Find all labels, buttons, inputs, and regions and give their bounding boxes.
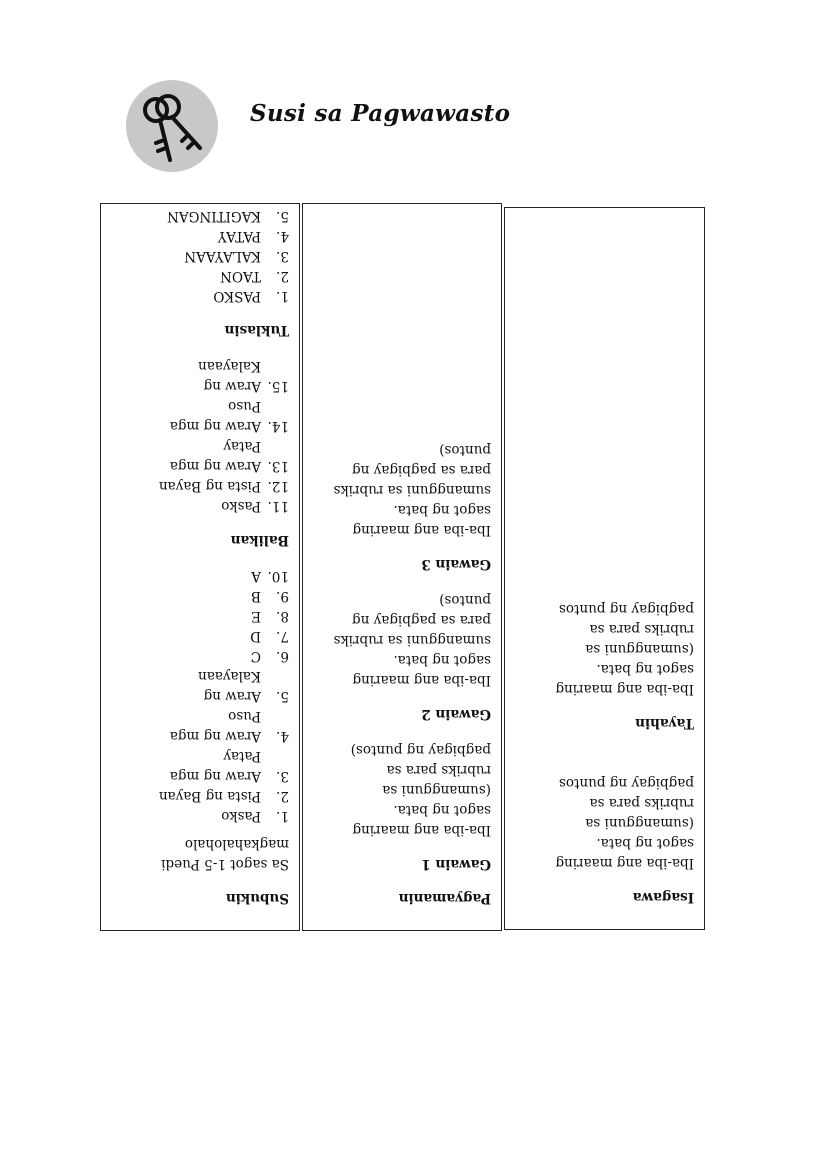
subukin-intro-line: Sa sagot 1-5 Puedi (161, 856, 289, 872)
list-item: 5.KAGITINGAN (167, 208, 289, 224)
answer-line: pagbigay ng puntos (558, 775, 694, 791)
answer-line: Iba-iba ang maaring (352, 522, 491, 538)
answer-line: puntos) (439, 592, 491, 608)
keys-icon (126, 80, 218, 172)
answer-line: sagot ng bata. (393, 652, 491, 668)
subsection-heading-gawain-2: Gawain 2 (421, 706, 491, 722)
answer-line: sagot ng bata. (393, 802, 491, 818)
subsection-heading-gawain-3: Gawain 3 (421, 556, 491, 572)
list-item: 10.A (251, 568, 289, 584)
list-item: 14.Araw ng mga Puso (169, 398, 289, 434)
answer-key-panel-isagawa (504, 207, 705, 930)
list-item: 6.C (250, 648, 289, 664)
list-item: 2.Pista ng Bayan (158, 788, 289, 804)
answer-line: sagot ng bata. (393, 502, 491, 518)
list-item: 2.TAON (220, 268, 289, 284)
subukin-intro-line: magkahalohalo (184, 836, 289, 852)
section-heading-pagyamanin: Pagyamanin (398, 890, 491, 906)
list-item: 15.Araw ng Kalayaan (198, 358, 289, 394)
list-item: 5.Araw ng Kalayaan (198, 668, 289, 704)
section-heading-tayahin: Tayahin (635, 715, 694, 731)
subsection-heading-gawain-1: Gawain 1 (421, 856, 491, 872)
answer-line: pagbigay ng puntos (558, 601, 694, 617)
answer-line: rubriks para sa (589, 795, 694, 811)
list-item: 1.PASKO (213, 288, 289, 304)
list-item: 11.Pasko (221, 498, 289, 514)
answer-line: sagot ng bata. (596, 661, 694, 677)
answer-line: (sumangguni sa (585, 641, 694, 657)
section-heading-balikan: Balikan (230, 532, 289, 548)
answer-line: para sa pagbigay ng (352, 462, 491, 478)
answer-line: Iba-iba ang maaring (352, 672, 491, 688)
answer-line: puntos) (439, 442, 491, 458)
answer-key-panel-subukin (100, 203, 300, 931)
list-item: 12.Pista ng Bayan (158, 478, 289, 494)
list-item: 3.Araw ng mga Patay (169, 748, 289, 784)
section-heading-isagawa: Isagawa (632, 889, 694, 905)
list-item: 8.E (251, 608, 289, 624)
list-item: 3.KALAYAAN (184, 248, 289, 264)
answer-line: rubriks para sa (589, 621, 694, 637)
answer-line: rubriks para sa (386, 762, 491, 778)
answer-line: sumangguni sa rubriks (333, 632, 491, 648)
answer-line: sagot ng bata. (596, 835, 694, 851)
answer-line: Iba-iba ang maaring (555, 855, 694, 871)
list-item: 4.Araw ng mga Puso (169, 708, 289, 744)
answer-line: Iba-iba ang maaring (352, 822, 491, 838)
list-item: 1.Pasko (221, 808, 289, 824)
section-heading-subukin: Subukin (225, 890, 289, 906)
list-item: 4.PATAY (217, 228, 289, 244)
answer-line: (sumangguni sa (585, 815, 694, 831)
answer-line: (sumangguni sa (382, 782, 491, 798)
answer-line: para sa pagbigay ng (352, 612, 491, 628)
answer-line: pagbigay ng puntos) (350, 742, 491, 758)
answer-key-panel-pagyamanin (302, 203, 502, 931)
list-item: 7.D (250, 628, 289, 644)
list-item: 13.Araw ng mga Patay (169, 438, 289, 474)
answer-line: sumangguni sa rubriks (333, 482, 491, 498)
list-item: 9.B (251, 588, 289, 604)
answer-line: Iba-iba ang maaring (555, 681, 694, 697)
page-title: Susi sa Pagwawasto (250, 100, 511, 127)
section-heading-tuklasin: Tuklasin (224, 322, 289, 338)
